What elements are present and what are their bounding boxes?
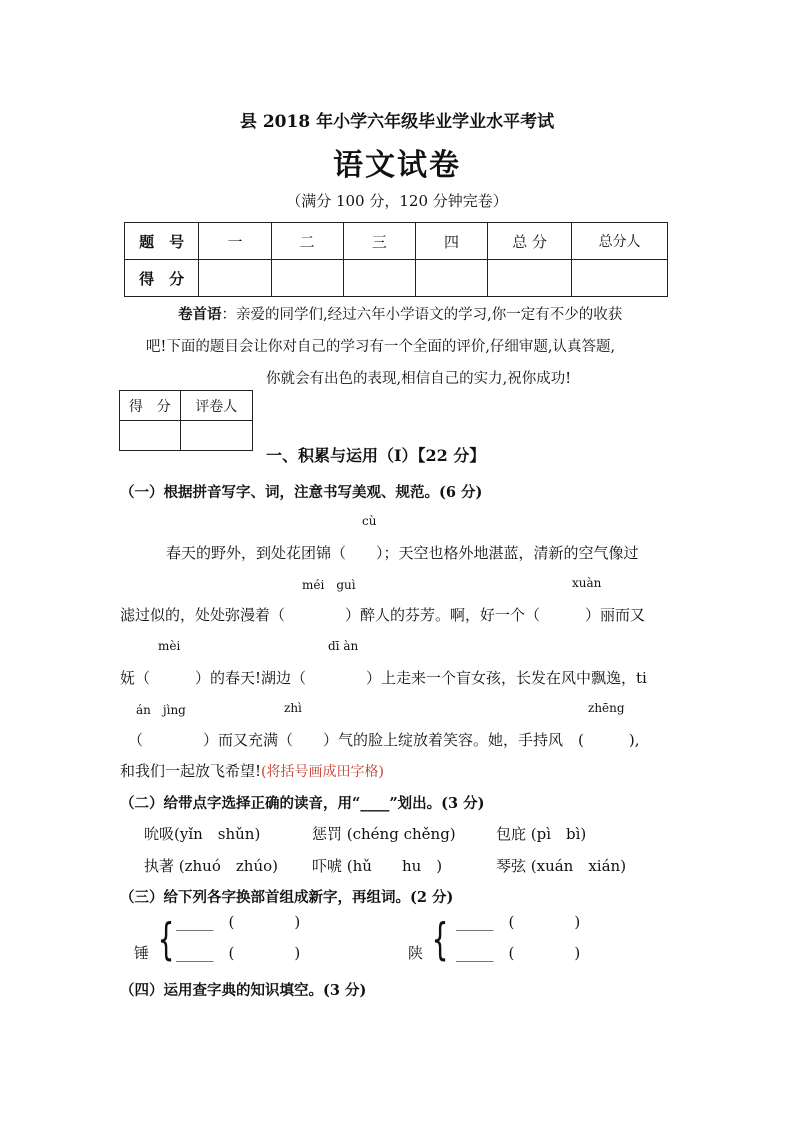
- score-cell-label: 得 分: [125, 260, 199, 297]
- score-table: [124, 222, 668, 297]
- grader-cell-grader-label: 评卷人: [180, 391, 252, 421]
- score-cell-header: 一: [199, 223, 271, 260]
- question-1-text: 和我们一起放飞希望!: [120, 762, 262, 780]
- grader-cell-blank[interactable]: [180, 421, 252, 451]
- exam-title: 语文试卷: [333, 148, 461, 183]
- pinyin-hint: zhì: [284, 701, 302, 715]
- answer-blank[interactable]: _____ ( ): [456, 913, 581, 931]
- score-cell-blank[interactable]: [199, 260, 271, 297]
- question-4-title: （四）运用查字典的知识填空。(3 分): [120, 982, 367, 999]
- question-1-line: （ ）而又充满（ ）气的脸上绽放着笑容。她，手持风 ( ),: [128, 731, 640, 749]
- pinyin-hint: dī àn: [328, 639, 359, 653]
- answer-blank[interactable]: _____ ( ): [176, 944, 301, 962]
- score-cell-blank[interactable]: [415, 260, 487, 297]
- score-cell-header: 总 分: [488, 223, 572, 260]
- question-3-character: 陕: [408, 944, 424, 962]
- score-cell-header: 总分人: [572, 223, 668, 260]
- reading-option: 包庇 (pì bì): [496, 825, 587, 843]
- reading-option: 惩罚 (chéng chěng): [312, 825, 456, 843]
- exam-subtitle: （满分 100 分，120 分钟完卷）: [286, 192, 508, 210]
- score-cell-blank[interactable]: [271, 260, 343, 297]
- question-1-line: 春天的野外，到处花团锦（ ）；天空也格外地湛蓝，清新的空气像过: [166, 544, 639, 562]
- pinyin-hint: zhēng: [588, 701, 625, 715]
- score-cell-blank[interactable]: [488, 260, 572, 297]
- intro-line-2: 吧!下面的题目会让你对自己的学习有一个全面的评价,仔细审题,认真答题,: [146, 339, 616, 355]
- pinyin-hint: xuàn: [572, 576, 602, 590]
- answer-blank[interactable]: _____ ( ): [456, 944, 581, 962]
- question-1-line: 滤过似的，处处弥漫着（ ）醉人的芬芳。啊，好一个（ ）丽而又: [120, 606, 646, 624]
- pinyin-hint: cù: [362, 514, 377, 528]
- pinyin-hint: méi guì: [302, 578, 356, 592]
- reading-option: 吮吸(yǐn shǔn): [144, 825, 261, 843]
- reading-option: 执著 (zhuó zhúo): [144, 857, 278, 875]
- grader-table: [119, 390, 253, 451]
- question-1-title: （一）根据拼音写字、词，注意书写美观、规范。(6 分): [120, 484, 483, 501]
- question-3-title: （三）给下列各字换部首组成新字，再组词。(2 分): [120, 889, 454, 906]
- instruction-note: (将括号画成田字格): [261, 764, 384, 780]
- score-cell-blank[interactable]: [572, 260, 668, 297]
- question-3-character: 锤: [134, 944, 150, 962]
- pinyin-hint: mèi: [158, 639, 181, 653]
- grader-cell-blank[interactable]: [120, 421, 181, 451]
- intro-text: ：亲爱的同学们,经过六年小学语文的学习,你一定有不少的收获: [221, 307, 623, 323]
- intro-label: 卷首语: [178, 306, 222, 323]
- reading-option: 吓唬 (hǔ hu ): [312, 857, 443, 875]
- score-cell-label: 题 号: [125, 223, 199, 260]
- reading-option: 琴弦 (xuán xián): [496, 857, 627, 875]
- question-1-line: 妩（ ）的春天!湖边（ ）上走来一个盲女孩，长发在风中飘逸，ti: [120, 669, 647, 687]
- question-1-line: [120, 760, 384, 781]
- question-2-title: （二）给带点字选择正确的读音，用“____”划出。(3 分): [120, 795, 485, 812]
- score-table-score-row: [125, 260, 668, 297]
- intro-line-3: 你就会有出色的表现,相信自己的实力,祝你成功!: [266, 371, 572, 387]
- score-cell-header: 三: [343, 223, 415, 260]
- answer-blank[interactable]: _____ ( ): [176, 913, 301, 931]
- score-cell-header: 四: [415, 223, 487, 260]
- grader-cell-score-label: 得 分: [120, 391, 181, 421]
- section-title: 一、积累与运用（Ⅰ）【22 分】: [266, 446, 486, 465]
- score-cell-blank[interactable]: [343, 260, 415, 297]
- intro-line-1: [178, 303, 622, 324]
- exam-header-line: 县 2018 年小学六年级毕业学业水平考试: [239, 112, 555, 132]
- brace-icon: {: [157, 914, 175, 965]
- brace-icon: {: [431, 914, 449, 965]
- score-table-header-row: [125, 223, 668, 260]
- score-cell-header: 二: [271, 223, 343, 260]
- pinyin-hint: án jìng: [136, 703, 186, 717]
